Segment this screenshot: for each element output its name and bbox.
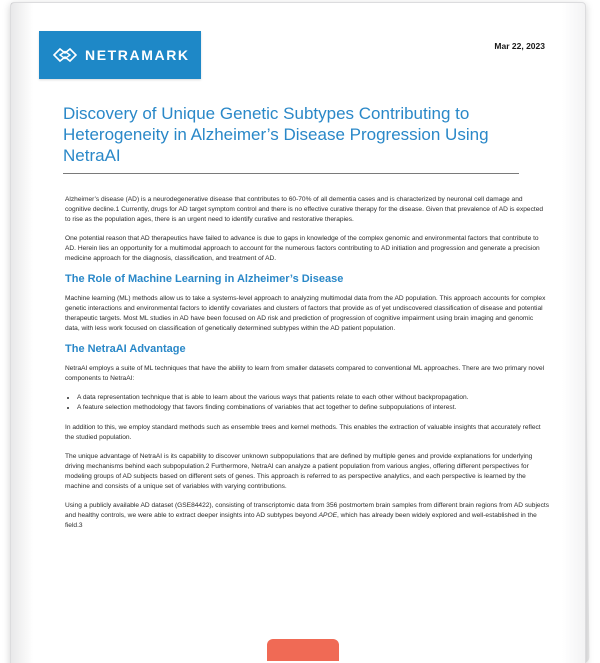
section-ml-paragraph: Machine learning (ML) methods allow us to take a systems-level approach to analyzing multimodal data from the AD population. This approach accounts for complex genetic interactions and environmental factors to identify covariates and clusters of factors that provide as of yet undiscovered classification of disease and potential therapeutic targets. Most ML studies in AD have been focused on AD risk and prediction of progression of cognitive impairment using brain imaging and genomic data, with less work focused on classification of genetically determined subtypes within the AD patient population. bbox=[65, 295, 546, 332]
publication-date: Mar 22, 2023 bbox=[494, 41, 545, 51]
section-heading-ml: The Role of Machine Learning in Alzheimer’s Disease bbox=[65, 273, 344, 285]
netraai-components-list bbox=[65, 393, 549, 413]
intro-paragraph: Alzheimer’s disease (AD) is a neurodegenerative disease that contributes to 60-70% of all dementia cases and is characterized by neuronal cell damage and cognitive decline.1 Currently, drugs for AD target symptom control and there is no effective curative therapy for the disease. Given that prevalence of AD is expected to rise as the population ages, there is an urgent need to identify curative and restorative therapies. bbox=[65, 196, 544, 223]
brand-logo-banner bbox=[39, 31, 201, 79]
document-body bbox=[65, 195, 549, 540]
dataset-text-start: Using a publicly available AD dataset (GSE84422), consisting of transcriptomic data from 356 postmortem brain samples from different brain regions from AD subjects and healthy controls, we were able to extract deeper insights into AD subtypes beyond bbox=[65, 502, 550, 519]
page-binding-fold bbox=[11, 3, 33, 663]
download-button-tab[interactable] bbox=[267, 639, 339, 661]
section-netraai-paragraph: The unique advantage of NetraAI is its capability to discover unknown subpopulations that are defined by multiple genes and provide explanations for underlying driving mechanisms behind each subpopulation.2 Furthermore, NetraAI can analyze a patient population from various angles, offering different perspectives for modeling groups of AD subjects based on different sets of genes. This approach is referred to as perspective analytics, and each perspective is learned by the machine and consists of a unique set of variables with varying contributions. bbox=[65, 453, 533, 490]
title-divider bbox=[63, 173, 519, 174]
dataset-paragraph bbox=[65, 501, 549, 531]
brand-name: NETRAMARK bbox=[85, 47, 190, 63]
netramark-eye-logo-icon bbox=[53, 47, 77, 63]
list-item: • A feature selection methodology that favors finding combinations of variables that act together to define subpopulations of interest. bbox=[77, 403, 549, 413]
intro-paragraph: One potential reason that AD therapeutics have failed to advance is due to gaps in knowledge of the complex genomic and environmental factors that contribute to AD. Herein lies an opportunity for a multimodal approach to account for the numerous factors contributing to AD initiation and progression and generate a precision medicine approach for the diagnosis, classification, and treatment of AD. bbox=[65, 235, 540, 262]
section-netraai-paragraph: In addition to this, we employ standard methods such as ensemble trees and kernel methods. This enables the extraction of valuable insights that accurately reflect the studied population. bbox=[65, 424, 541, 441]
dataset-text-end: , which has already been widely explored and well-established in the field.3 bbox=[65, 512, 537, 529]
gene-name-apoe: APOE bbox=[318, 512, 337, 519]
document-page bbox=[10, 2, 586, 663]
section-heading-netraai: The NetraAI Advantage bbox=[65, 343, 186, 355]
section-netraai-paragraph: NetraAI employs a suite of ML techniques that have the ability to learn from smaller datasets compared to conventional ML approaches. There are two primary novel components to NetraAI: bbox=[65, 365, 545, 382]
document-title: Discovery of Unique Genetic Subtypes Contributing to Heterogeneity in Alzheimer’s Disease Progression Using NetraAI bbox=[63, 104, 489, 165]
list-item: • A data representation technique that is able to learn about the various ways that patients relate to each other without backpropagation. bbox=[77, 393, 549, 403]
